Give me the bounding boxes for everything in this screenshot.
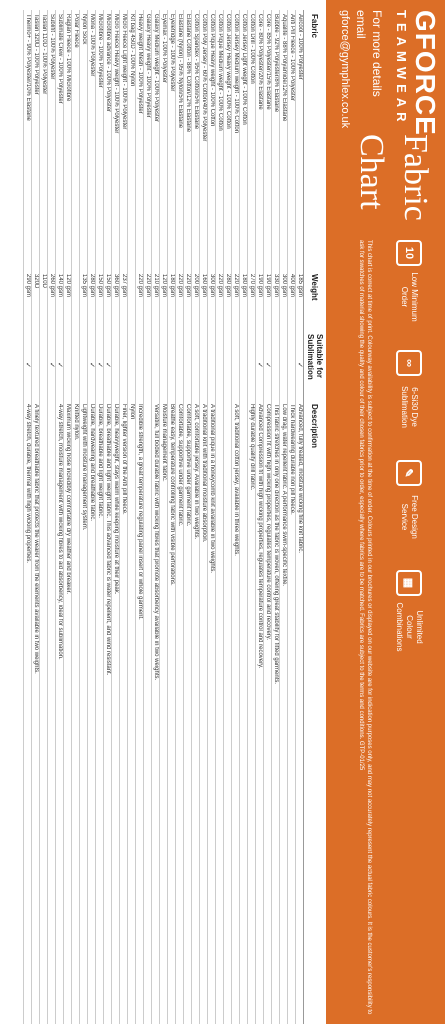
fabric-cell: Kit bag 450D - 100% Nylon: [128, 10, 136, 270]
description-cell: [224, 400, 232, 1024]
weight-cell: 120 gsm: [64, 270, 72, 330]
feature-unlimited-colours: [379, 570, 439, 653]
table-row: [240, 10, 248, 1024]
fabric-cell: Aircool - 100% Polyester: [296, 10, 304, 270]
description-cell: This fabric stretches in only one direction as the fabric is woven, offering great stability for fitted garments.: [272, 400, 280, 1024]
description-cell: Maximum wicking hose incredibly comfortable dry weather and breaker.: [64, 400, 72, 1024]
fabric-table: [23, 10, 326, 1024]
description-cell: Low drag, water repellent fabric. A performance swim-specific textile.: [280, 400, 288, 1024]
fabric-cell: Nylon Sock: [80, 10, 88, 270]
fabric-cell: Taslan 320D - 100% Polyester: [32, 10, 40, 270]
weight-cell: 260 gsm: [48, 270, 56, 330]
sublimation-cell: [192, 330, 200, 400]
table-row: [184, 10, 192, 1024]
table-row: [232, 10, 240, 1024]
weight-cell: 300 gsm: [208, 270, 216, 330]
table-row: [256, 10, 264, 1024]
table-row: [288, 10, 296, 1024]
sublimation-cell: [288, 330, 296, 400]
disclaimer-text: This chart is correct at time of print. Colourway availability is subject to confirmation at the time of order. Colours printed in our brochures or displayed on our website are for indication purposes only, and may not accurately represent the actual fabric colours. It is the customer's responsibility to ask for swatches of material showing the quality and colour of their chosen fabrics prior to order, especially where fabrics are to be matched. Fabrics are subject to the terms and conditions. GTP-01/25: [358, 240, 372, 1015]
sublimation-cell: [152, 330, 160, 400]
sublimation-cell: ✓: [104, 330, 112, 400]
weight-cell: 330 gsm: [272, 270, 280, 330]
feature-label: 6-Si30 Dye Sublimation: [400, 386, 419, 428]
fabric-cell: Cotton Jersey Medium weight - 100% Cotton: [232, 10, 240, 270]
fabric-cell: Aqualite - 88% Polyamide/12% Elastane: [280, 10, 288, 270]
table-row: [160, 10, 168, 1024]
brand-name: GFORCE: [410, 10, 441, 136]
sublimation-cell: [120, 330, 128, 400]
weight-cell: 160 gsm: [200, 270, 208, 330]
weight-cell: 280 gsm: [88, 270, 96, 330]
sublimation-cell: [248, 330, 256, 400]
table-row: [168, 10, 176, 1024]
column-header-description: Description: [304, 400, 327, 1024]
fabric-cell: Cotton Jersey Heavy weight - 100% Cotton: [224, 10, 232, 270]
column-header-weight: Weight: [304, 270, 327, 330]
sublimation-cell: ✓: [24, 330, 32, 400]
weight-cell: 220 gsm: [144, 270, 152, 330]
description-cell: A traditional pique in a honeycomb knit available in two weights.: [208, 400, 216, 1024]
table-row: [152, 10, 160, 1024]
sublimation-cell: [216, 330, 224, 400]
description-cell: [40, 400, 48, 1024]
description-cell: 4-way stretch, moisture management with wicking fibres to aid absorbency, ideal for sublimation.: [56, 400, 64, 1024]
fabric-cell: Cotton Drill - 100% Cotton: [248, 10, 256, 270]
fabric-cell: Micro Fleece Light weight - 100% Polyester: [120, 10, 128, 270]
weight-cell: 190 gsm: [264, 270, 272, 330]
feature-label: Free Design Service: [400, 495, 419, 539]
sublimation-cell: [72, 330, 80, 400]
description-cell: Breathe easy, temperature controlling fabric with visible perforations.: [168, 400, 176, 1024]
header-banner: [326, 0, 445, 1024]
sublimation-cell: ✓: [256, 330, 264, 400]
table-row: [280, 10, 288, 1024]
description-cell: [48, 400, 56, 1024]
table-row: [176, 10, 184, 1024]
description-cell: Durable, hardwearing and breathable fabric.: [88, 400, 96, 1024]
description-cell: Finer, lighter version of the Anti pill fleece.: [120, 400, 128, 1024]
description-cell: Advanced Compression fit with high wicking properties, regulates temperature control and recovery.: [256, 400, 264, 1024]
fabric-cell: Cotton Jersey Light weight - 100% Cotton: [240, 10, 248, 270]
sublimation-cell: [112, 330, 120, 400]
description-cell: Comfortable, supportive under garment fabric.: [176, 400, 184, 1024]
description-cell: Incredible strength, a great temperature regulating panel insert or whole garment.: [136, 400, 144, 1024]
description-cell: Moisture management fabric.: [160, 400, 168, 1024]
weight-cell: 220 gsm: [232, 270, 240, 330]
fabric-cell: Galaxy Heavy weight - 100% Polyester: [144, 10, 152, 270]
fabric-cell: Thermo+ - 90% Polyester/10% Elastane: [24, 10, 32, 270]
sublimation-cell: [32, 330, 40, 400]
fabric-cell: Microfibre - 100% Polyester: [96, 10, 104, 270]
description-cell: [144, 400, 152, 1024]
brand-subtitle: TEAMWEAR: [394, 10, 409, 127]
description-cell: Comfortable, supportive under garment fabric.: [184, 400, 192, 1024]
weight-cell: 290 gsm: [24, 270, 32, 330]
fabric-cell: Galaxy Medium weight - 100% Polyester: [152, 10, 160, 270]
fabric-cell: Core - 85% Polyester/15% Elastane: [264, 10, 272, 270]
description-cell: Compression fit with high wicking properties, regulates temperature control and recovery.: [264, 400, 272, 1024]
fabric-cell: Elastane (Nylon) - 95% Nylon/5% Elastane: [176, 10, 184, 270]
fabric-cell: Sublimate Crew - 100% Polyester: [56, 10, 64, 270]
sublimation-cell: ✓: [56, 330, 64, 400]
weight-cell: 135 gsm: [80, 270, 88, 330]
sublimation-cell: ✓: [296, 330, 304, 400]
description-cell: Advanced, fully treated, moisture wicking fine knit fabric.: [296, 400, 304, 1024]
weight-cell: 190 gsm: [256, 270, 264, 330]
weight-cell: 220 gsm: [216, 270, 224, 330]
feature-free-design: [379, 460, 439, 543]
table-row: [64, 10, 72, 1024]
fabric-cell: Taslan 110D - 100% Polyester: [40, 10, 48, 270]
sublimation-cell: [80, 330, 88, 400]
table-row: [80, 10, 88, 1024]
brand-logo: [393, 10, 439, 136]
description-cell: A soft, traditional cotton jersey, available in three weights.: [232, 400, 240, 1024]
feature-dye-sublimation: [379, 350, 439, 433]
weight-cell: 150 gsm: [104, 270, 112, 330]
fabric-cell: Mona - 100% Polyester: [88, 10, 96, 270]
fabric-cell: Cotton Pique Medium weight - 100% Cotton: [216, 10, 224, 270]
sublimation-cell: ✓: [88, 330, 96, 400]
table-row: [24, 10, 32, 1024]
weight-cell: 300 gsm: [280, 270, 288, 330]
sublimation-cell: [184, 330, 192, 400]
fabric-cell: Eyeletridge - 100% Polyester: [168, 10, 176, 270]
design-icon: ✎: [396, 460, 422, 486]
weight-cell: 220 gsm: [184, 270, 192, 330]
number-10-icon: 10: [396, 240, 422, 266]
fabric-cell: Cotton Poly Jersey - 60% Cotton/40% Polyester: [200, 10, 208, 270]
table-row: [48, 10, 56, 1024]
weight-cell: 180 gsm: [240, 270, 248, 330]
sublimation-cell: [168, 330, 176, 400]
table-row: [56, 10, 64, 1024]
fabric-cell: Core - 80% Polyester/20% Elastane: [256, 10, 264, 270]
palette-icon: ▦: [396, 570, 422, 596]
sublimation-cell: [224, 330, 232, 400]
fabric-cell: Bubble - 92% Polyester/8% Elastane: [272, 10, 280, 270]
table-row: [96, 10, 104, 1024]
contact-info: [337, 10, 385, 129]
weight-cell: 237 gsm: [120, 270, 128, 330]
column-header-sublimation: Suitable for Sublimation: [304, 330, 327, 400]
table-row: [272, 10, 280, 1024]
contact-line: For more details email: [354, 10, 384, 97]
infinity-icon: ∞: [396, 350, 422, 376]
description-cell: Thick hardwearing durable non pill fleece.: [288, 400, 296, 1024]
table-row: [136, 10, 144, 1024]
sublimation-cell: [176, 330, 184, 400]
table-row: [32, 10, 40, 1024]
table-body: [24, 10, 304, 1024]
table-row: [296, 10, 304, 1024]
weight-cell: 270 gsm: [248, 270, 256, 330]
column-header-fabric: Fabric: [304, 10, 327, 270]
table-row: [248, 10, 256, 1024]
weight-cell: 220 gsm: [176, 270, 184, 330]
table-row: [104, 10, 112, 1024]
weight-cell: 400 gsm: [288, 270, 296, 330]
table-row: [40, 10, 48, 1024]
table-row: [216, 10, 224, 1024]
description-cell: Durable, breathable and light weight fabric. This advanced fabric is water repellent, and wind resistant.: [104, 400, 112, 1024]
table-row: [120, 10, 128, 1024]
feature-low-minimum: [379, 240, 439, 323]
sublimation-cell: [208, 330, 216, 400]
fabric-cell: Heavy weight Mesh - 100% Polyester: [136, 10, 144, 270]
weight-cell: [72, 270, 80, 330]
table-row: [224, 10, 232, 1024]
fabric-cell: Anti Pill Fleece - 100% Polyester: [288, 10, 296, 270]
weight-cell: 140 gsm: [56, 270, 64, 330]
table-row: [264, 10, 272, 1024]
fabric-cell: Micro Fleece Heavy weight - 100% Polyester: [112, 10, 120, 270]
description-cell: Durable, heavyweight, stays warm while keeping moisture at their peak.: [112, 400, 120, 1024]
feature-strip: [379, 240, 439, 1020]
fabric-cell: Eyemax - 100% Polyester: [160, 10, 168, 270]
weight-cell: 185 gsm: [296, 270, 304, 330]
table-row: [208, 10, 216, 1024]
table-row: [128, 10, 136, 1024]
sublimation-cell: [200, 330, 208, 400]
table-row: [144, 10, 152, 1024]
description-cell: Lightweight with moisture management system.: [80, 400, 88, 1024]
description-cell: A soft, comfortable jersey. Available in two weights.: [192, 400, 200, 1024]
page-title: Fabric Chart: [353, 134, 434, 221]
sublimation-cell: [240, 330, 248, 400]
weight-cell: 360 gsm: [112, 270, 120, 330]
weight-cell: 320D: [32, 270, 40, 330]
description-cell: 4-way stretch, durable, thermal with high wicking properties.: [24, 400, 32, 1024]
brand-block: [326, 0, 445, 136]
feature-label: Unlimited Colour Combinations: [395, 602, 424, 652]
description-cell: Knitted nylon.: [72, 400, 80, 1024]
feature-label: Low Minimum Order: [400, 272, 419, 322]
table-header-row: [304, 10, 327, 1024]
sublimation-cell: [136, 330, 144, 400]
fabric-cell: Microfibre advance - 100% Polyester: [104, 10, 112, 270]
sublimation-cell: [272, 330, 280, 400]
weight-cell: 280 gsm: [224, 270, 232, 330]
fabric-table-container: [0, 10, 326, 1024]
weight-cell: 120 gsm: [160, 270, 168, 330]
weight-cell: [128, 270, 136, 330]
fabric-cell: Sublifit - 100% Polyester: [48, 10, 56, 270]
sublimation-cell: [160, 330, 168, 400]
sublimation-cell: [280, 330, 288, 400]
fabric-cell: Cotton Pique Heavy weight - 100% Cotton: [208, 10, 216, 270]
description-cell: A traditional knit with traditional moisture absorption.: [200, 400, 208, 1024]
sublimation-cell: ✓: [96, 330, 104, 400]
table-row: [112, 10, 120, 1024]
description-cell: [240, 400, 248, 1024]
fabric-cell: Elastane Cotton - 88% Cotton/12% Elastane: [184, 10, 192, 270]
sublimation-cell: [128, 330, 136, 400]
table-row: [192, 10, 200, 1024]
sublimation-cell: ✓: [264, 330, 272, 400]
weight-cell: 200 gsm: [192, 270, 200, 330]
description-cell: A finely textured breathable fabric that protects the wearer from the elements available in two weights.: [32, 400, 40, 1024]
description-cell: [216, 400, 224, 1024]
sublimation-cell: [64, 330, 72, 400]
weight-cell: 150 gsm: [96, 270, 104, 330]
sublimation-cell: ✓: [48, 330, 56, 400]
weight-cell: 210 gsm: [152, 270, 160, 330]
fabric-cell: Polar Fleece: [72, 10, 80, 270]
table-row: [72, 10, 80, 1024]
sublimation-cell: [40, 330, 48, 400]
sublimation-cell: [144, 330, 152, 400]
table-row: [88, 10, 96, 1024]
table-row: [200, 10, 208, 1024]
description-cell: Versatile, full bodied durable fabric with wicking fibres that promote absorbency available in two weights.: [152, 400, 160, 1024]
sublimation-cell: [232, 330, 240, 400]
description-cell: Highly durable quality drill fabric.: [248, 400, 256, 1024]
description-cell: Nylon: [128, 400, 136, 1024]
fabric-cell: Cotton Spandex - 95% Cotton/5% Elastane: [192, 10, 200, 270]
weight-cell: 180 gsm: [168, 270, 176, 330]
fabric-cell: Raglan Fleece - 100% Microfibre: [64, 10, 72, 270]
contact-email[interactable]: gforce@gymphlex.co.uk: [339, 10, 351, 129]
description-cell: Durable, breathable and light weight fabric.: [96, 400, 104, 1024]
weight-cell: 220 gsm: [136, 270, 144, 330]
weight-cell: 110D: [40, 270, 48, 330]
